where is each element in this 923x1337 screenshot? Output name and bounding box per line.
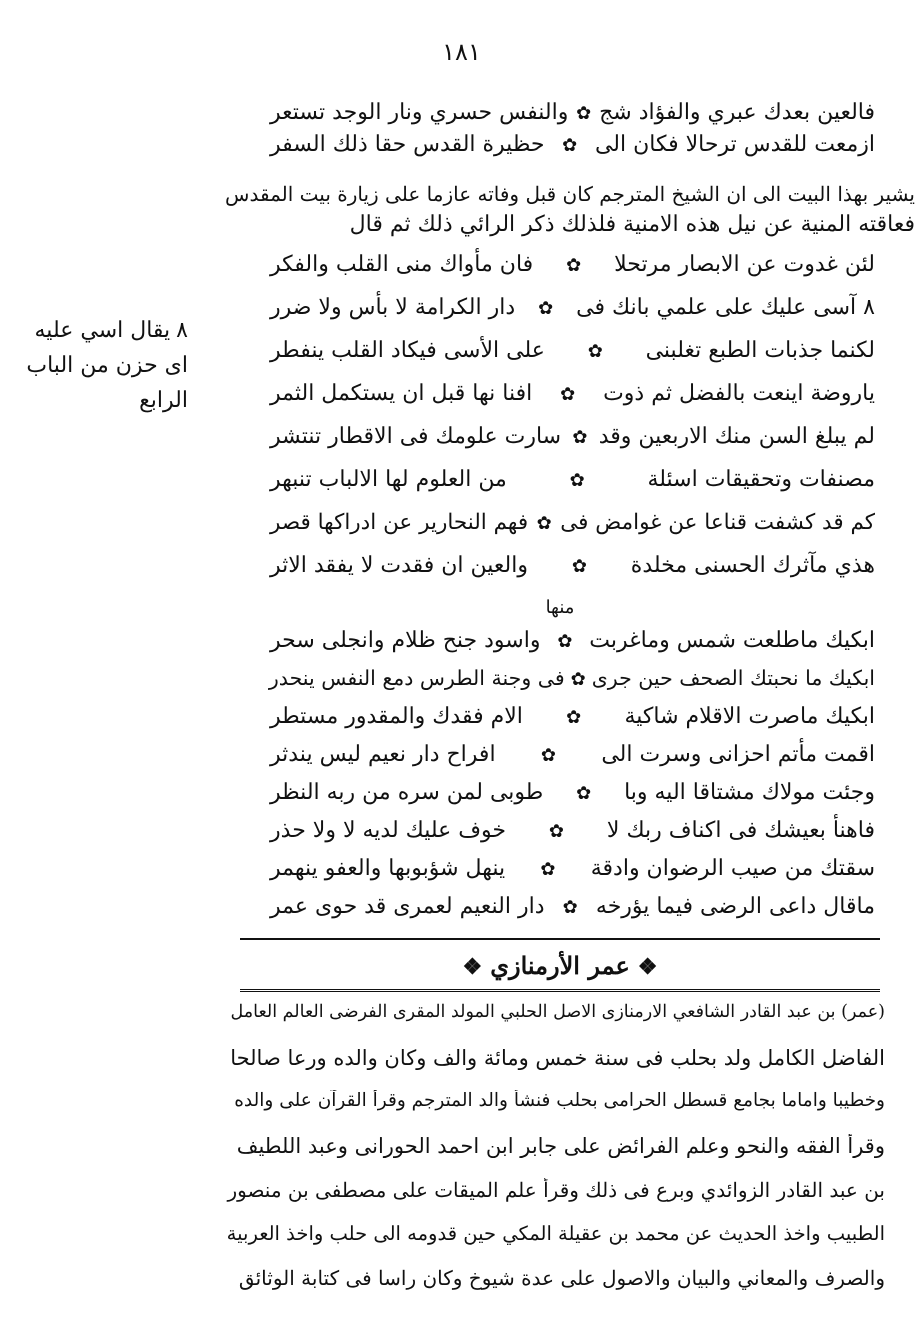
side-note-line: يقال اسي عليه <box>34 318 171 343</box>
verse-second-hemistich: افراح دار نعيم ليس يندثر <box>270 742 496 767</box>
verse-first-hemistich: اقمت مأتم احزانى وسرت الى <box>601 742 875 767</box>
verse-separator-icon: ✿ <box>569 470 585 491</box>
verse-line <box>270 704 875 729</box>
verse-first-hemistich: ماقال داعى الرضى فيما يؤرخه <box>595 894 875 919</box>
verse-first-hemistich: ياروضة اينعت بالفضل ثم ذوت <box>603 381 875 406</box>
verse-separator-icon: ✿ <box>570 669 586 690</box>
biography-line: والصرف والمعاني والبيان والاصول على عدة شيوخ وكان راسا فى كتابة الوثائق <box>238 1266 885 1290</box>
verse-first-hemistich: لئن غدوت عن الابصار مرتحلا <box>614 252 875 277</box>
biography-line: بن عبد القادر الزوائدي وبرع فى ذلك وقرأ علم الميقات على مصطفى بن منصور <box>227 1178 885 1202</box>
minha-label: منها <box>545 597 575 618</box>
verse-first-hemistich: لم يبلغ السن منك الاربعين وقد <box>598 424 875 449</box>
section-heading-text: عمر الأرمنازي <box>490 951 630 980</box>
verse-first-hemistich: فالعين بعدك عبري والفؤاد شج <box>599 100 875 125</box>
separator-rule <box>240 938 880 940</box>
biography-line: وخطيبا واماما بجامع قسطل الحرامى بحلب فنشأ والد المترجم وقرأ القرآن على والده <box>234 1090 885 1111</box>
verse-first-hemistich: هذي مآثرك الحسنى مخلدة <box>630 553 875 578</box>
side-note <box>18 313 188 418</box>
verse-second-hemistich: والعين ان فقدت لا يفقد الاثر <box>270 553 528 578</box>
page-number: ١٨١ <box>442 38 481 66</box>
verse-line <box>270 628 875 653</box>
verse-line <box>270 742 875 767</box>
verse-second-hemistich: ينهل شؤبوبها والعفو ينهمر <box>270 856 506 881</box>
verse-second-hemistich: فى وجنة الطرس دمع النفس ينحدر <box>268 666 565 690</box>
verse-separator-icon: ✿ <box>576 103 592 124</box>
verse-separator-icon: ✿ <box>562 135 578 156</box>
verse-first-hemistich: ابكيك ما نحبتك الصحف حين جرى <box>591 666 875 690</box>
prose-line: فعاقته المنية عن نيل هذه الامنية فلذلك ذكر الرائي ذلك ثم قال <box>349 212 915 237</box>
verse-second-hemistich: فهم النحارير عن ادراكها قصر <box>270 510 529 535</box>
verse-second-hemistich: دار النعيم لعمرى قد حوى عمر <box>270 894 545 919</box>
verse-second-hemistich: والنفس حسري ونار الوجد تستعر <box>270 100 569 125</box>
verse-first-hemistich: ابكيك ماطلعت شمس وماغربت <box>589 628 875 653</box>
side-note-line: اى حزن من الباب <box>26 353 188 378</box>
biography-line: وقرأ الفقه والنحو وعلم الفرائض على جابر ابن احمد الحورانى وعبد اللطيف <box>236 1134 885 1158</box>
verse-line <box>270 100 875 125</box>
verse-separator-icon: ✿ <box>540 859 556 880</box>
verse-line <box>270 424 875 449</box>
verse-separator-icon: ✿ <box>560 384 576 405</box>
verse-second-hemistich: واسود جنح ظلام وانجلى سحر <box>270 628 541 653</box>
verse-first-hemistich: وجئت مولاك مشتاقا اليه وبا <box>624 780 875 805</box>
verse-line <box>270 510 875 535</box>
verse-separator-icon: ✿ <box>566 255 582 276</box>
verse-separator-icon: ✿ <box>562 897 578 918</box>
verse-first-hemistich: ٨ آسى عليك على علمي بانك فى <box>576 295 875 320</box>
prose-line: يشير بهذا البيت الى ان الشيخ المترجم كان قبل وفاته عازما على زيارة بيت المقدس <box>225 182 915 206</box>
verse-separator-icon: ✿ <box>587 341 603 362</box>
verse-line <box>270 666 875 690</box>
verse-second-hemistich: الام فقدك والمقدور مستطر <box>270 704 523 729</box>
verse-first-hemistich: فاهنأ بعيشك فى اكناف ربك لا <box>606 818 875 843</box>
verse-line <box>270 856 875 881</box>
verse-line <box>270 553 875 578</box>
verse-separator-icon: ✿ <box>576 783 592 804</box>
verse-second-hemistich: دار الكرامة لا بأس ولا ضرر <box>270 295 516 320</box>
biography-line: (عمر) بن عبد القادر الشافعي الارمنازى الاصل الحلبي المولد المقرى الفرضى العالم العامل <box>230 1002 885 1022</box>
verse-second-hemistich: من العلوم لها الالباب تنبهر <box>270 467 507 492</box>
verse-separator-icon: ✿ <box>548 821 564 842</box>
verse-line <box>270 467 875 492</box>
verse-second-hemistich: فان مأواك منى القلب والفكر <box>270 252 534 277</box>
verse-first-hemistich: ابكيك ماصرت الاقلام شاكية <box>624 704 875 729</box>
verse-separator-icon: ✿ <box>540 745 556 766</box>
verse-separator-icon: ✿ <box>536 513 552 534</box>
verse-second-hemistich: طوبى لمن سره من ربه النظر <box>270 780 544 805</box>
verse-first-hemistich: لكنما جذبات الطبع تغلبنى <box>645 338 875 363</box>
side-note-line: الرابع <box>139 388 188 413</box>
biography-line: الفاضل الكامل ولد بحلب فى سنة خمس ومائة والف وكان والده ورعا صالحا <box>230 1046 885 1070</box>
ornament-icon: ❖ <box>462 954 483 980</box>
side-note-number: ٨ <box>176 318 188 343</box>
verse-second-hemistich: سارت علومك فى الاقطار تنتشر <box>270 424 562 449</box>
verse-line <box>270 381 875 406</box>
verse-line <box>270 818 875 843</box>
biography-line: الطبيب واخذ الحديث عن محمد بن عقيلة المكي حين قدومه الى حلب واخذ العربية <box>226 1222 885 1245</box>
verse-line <box>270 780 875 805</box>
heading-double-rule <box>240 989 880 994</box>
verse-line <box>270 295 875 320</box>
ornament-icon: ❖ <box>637 954 658 980</box>
verse-first-hemistich: مصنفات وتحقيقات اسئلة <box>647 467 875 492</box>
verse-second-hemistich: على الأسى فيكاد القلب ينفطر <box>270 338 545 363</box>
verse-line <box>270 338 875 363</box>
verse-second-hemistich: خوف عليك لديه لا ولا حذر <box>270 818 506 843</box>
verse-second-hemistich: حظيرة القدس حقا ذلك السفر <box>270 132 545 157</box>
verse-first-hemistich: ازمعت للقدس ترحالا فكان الى <box>594 132 875 157</box>
verse-first-hemistich: سقتك من صيب الرضوان وادقة <box>590 856 875 881</box>
verse-first-hemistich: كم قد كشفت قناعا عن غوامض فى <box>560 510 875 535</box>
verse-separator-icon: ✿ <box>557 631 573 652</box>
verse-separator-icon: ✿ <box>566 707 582 728</box>
verse-line <box>270 252 875 277</box>
verse-line <box>270 894 875 919</box>
verse-line <box>270 132 875 157</box>
verse-separator-icon: ✿ <box>538 298 554 319</box>
section-heading <box>240 951 880 980</box>
verse-second-hemistich: افنا نها قبل ان يستكمل الثمر <box>270 381 533 406</box>
verse-separator-icon: ✿ <box>571 556 587 577</box>
verse-separator-icon: ✿ <box>572 427 588 448</box>
